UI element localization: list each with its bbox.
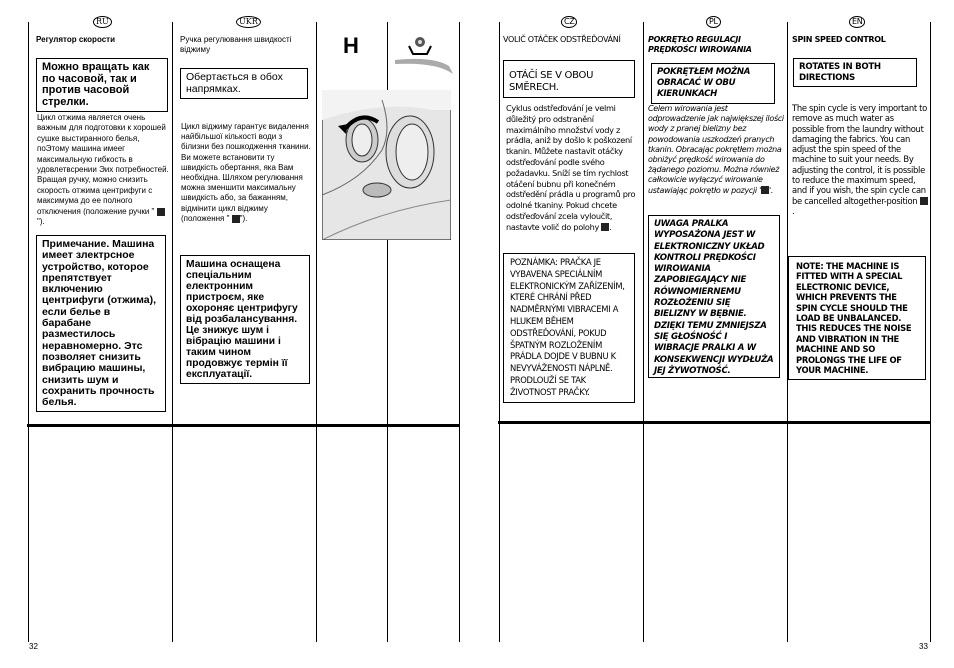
note-box: NOTE: THE MACHINE IS FITTED WITH A SPECIAL ELECTRONIC DEVICE, WHICH PREVENTS THE SPIN CYCLE SHOULD THE LOAD BE UNBALANCED. THIS REDUCES THE NOISE AND VIBRATION IN THE MACHINE AND SO PROLONGS THE LIFE OF YOUR MACHINE.: [788, 256, 926, 380]
language-badge-en: EN: [849, 16, 865, 28]
spin-off-icon: [761, 186, 769, 194]
section-title: SPIN SPEED CONTROL: [792, 35, 886, 44]
column-rule: [643, 22, 644, 642]
spin-symbol-icon: [393, 32, 455, 77]
column-rule: [316, 22, 317, 642]
section-title: Ручка регулювання швидкості віджиму: [180, 35, 292, 54]
callout-box: Можно вращать как по часовой, так и против часовой стрелки.: [36, 58, 168, 112]
note-box: POZNÁMKA: PRAČKA JE VYBAVENA SPECIÁLNÍM ELEKTRONICKÝM ZAŘÍZENÍM, KTERÉ CHRÁNÍ PŘED NADMĚRNÝMI VIBRACEMI A HLUKEM BĚHEM ODSTŘEĎOVÁNÍ, POKUD ŠPATNÝM ROZLOŽENÍM PRÁDLA DOJDE V BUBNU K NEVYVÁŽENOSTI NÁPLNĚ. PRODLOUŽÍ SE TAK ŽIVOTNOST PRAČKY.: [503, 253, 635, 403]
spin-dial-photo: [322, 90, 451, 240]
language-badge-pl: PL: [706, 16, 721, 28]
section-title: POKRĘTŁO REGULACJI PRĘDKOŚCI WIROWANIA: [648, 35, 752, 54]
column-rule: [459, 22, 460, 642]
language-badge-ukr: UKR: [236, 16, 261, 28]
section-divider: [27, 424, 460, 427]
column-rule: [172, 22, 173, 642]
note-box: Машина оснащена спеціальним електронним пристроєм, яке охороняє центрифугу від розбалансування. Це знижує шум і вібрацію машини і таким чином продовжує термін її експлуатації.: [180, 255, 310, 384]
column-rule: [28, 22, 29, 642]
language-badge-cz: CZ: [561, 16, 577, 28]
note-box: Примечание. Машина имеет злектрсное устройство, которое препятствует включению центрифуги (отжима), если белье в барабане разместилось неравномерно. Этс позволяет снизить вибрацию машины, снизить шум и сохранить прочность белья.: [36, 235, 166, 412]
figure-label: H: [343, 33, 359, 58]
column-rule: [499, 22, 500, 642]
section-divider: [498, 421, 931, 424]
body-text: Цикл віджиму гарантує видалення найбільшої кількості води з білизни без пошкодження тканини. Ви можете встановити ту швидкість обертання, яка Вам необхідна. Шляхом регулювання можна зменшити максимальну швидкість або, за бажанням, відмінити цикл віджиму (положення " ").: [181, 122, 311, 223]
callout-box: OTÁČÍ SE V OBOU SMĚRECH.: [503, 60, 635, 98]
page-number: 32: [29, 642, 38, 651]
spin-off-icon: [232, 215, 240, 223]
column-rule: [930, 22, 931, 642]
callout-box: Обертається в обох напрямках.: [180, 68, 308, 99]
section-title: VOLIČ OTÁČEK ODSTŘEĎOVÁNÍ: [503, 35, 621, 44]
callout-box: POKRĘTŁEM MOŻNA OBRACAĆ W OBU KIERUNKACH: [651, 63, 775, 104]
body-text: Цикл отжима является очень важным для подготовки к хорошей сушке выстиранного белья, поЭтому машина имеег максимальную гибкость в удовлетвсрении Эих потребностей. Вращая ручку, можно снизить скорость отжима центрифуги с максимума до ее полного отключения (положение ручки " ").: [37, 113, 169, 227]
section-title: Регулятор скорости: [36, 35, 116, 44]
body-text: Cyklus odstřeďování je velmi důležitý pro odstranění maximálního množství vody z prádla, aniž by došlo k poškození tkanin. Můžete nastavit otáčky odstřeďování podle svého požadavku. Sníží se tím rychlost otáčení bubnu při konečném odstředění prádla u programů pro odolné tkaniny. Pokud chcete odstřeďování zcela vyloučit, nastavte volič do polohy .: [506, 103, 636, 232]
spin-off-icon: [920, 197, 928, 205]
language-badge-ru: RU: [93, 16, 112, 28]
spin-off-icon: [157, 208, 165, 216]
note-box: UWAGA PRALKA WYPOSAŻONA JEST W ELEKTRONICZNY UKŁAD KONTROLI PRĘDKOŚCI WIROWANIA ZAPOBIEGAJĄCY NIE RÓWNOMIERNEMU ROZŁOŻENIU SIĘ BIELIZNY W BĘBNIE. DZIĘKI TEMU ZMNIEJSZA SIĘ GŁOŚNOŚĆ I WIBRACJE PRALKI A W KONSEKWENCJI WYDŁUŻA JEJ ŻYWOTNOŚĆ.: [648, 215, 780, 378]
body-text: The spin cycle is very important to remove as much water as possible from the laundry without damaging the fabrics. You can adjust the spin speed of the machine to suit your needs. By adjusting the control, it is possible to reduce the maximum speed, and if you wish, the spin cycle can be cancelled altogether-position .: [792, 103, 927, 216]
callout-box: ROTATES IN BOTH DIRECTIONS: [793, 58, 917, 87]
body-text: Celem wirowania jest odprowadzenie jak największej ilości wody z pranej bielizny bez powodowania uszkodzeń pranych tkanin. Obracając pokrętłem można obniżyć prędkość wirowania do żądanego poziomu. Można również całkowicie wyłączyć wirowanie ustawiając pokrętło w pozycji ' '.: [648, 104, 784, 195]
page-number: 33: [919, 642, 928, 651]
